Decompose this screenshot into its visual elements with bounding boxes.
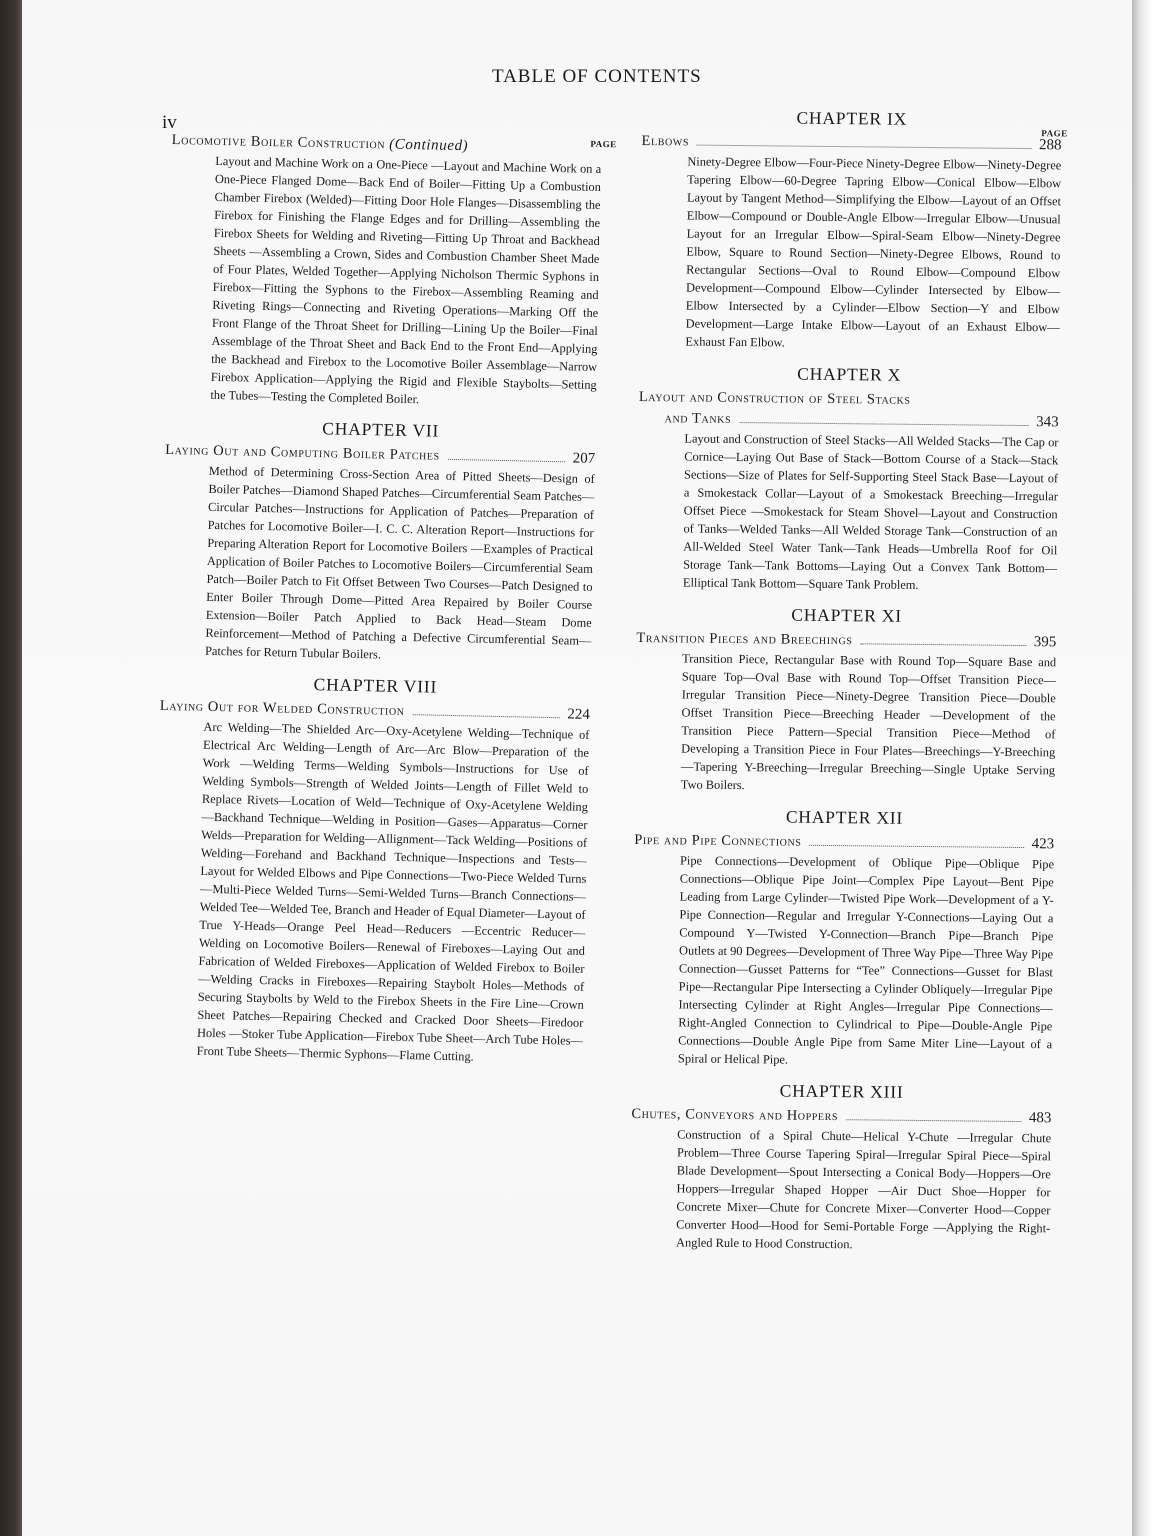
continued-label: (Continued) (388, 136, 469, 155)
entry-title-text: Transition Pieces and Breechings (636, 629, 853, 649)
toc-entry-description: Arc Welding—The Shielded Arc—Oxy-Acetylene Welding—Technique of Electrical Arc Welding—Length of Arc—Arc Blow—Preparation of the Work —Welding Terms—Welding Symbols—Instructions for Use of Welding Symbols—Strength of Welded Joints—Length of Fillet Weld to Replace Rivets—Location of Weld—Technique of Oxy-Acetylene Welding—Backhand Technique—Welding in Position—Gases—Apparatus—Corner Welds—Preparation for Welding—Allignment—Tack Welding—Positions of Welding—Forehand and Backhand Technique—Inspections and Tests—Layout for Welded Elbows and Pipe Connections—Two-Piece Welded Turns—Multi-Piece Welded Turns—Semi-Welded Turns—Branch Connections—Welded Tee—Welded Tee, Branch and Header of Equal Diameter—Layout of True Y-Heads—Orange Peel Head—Reducers —Eccentric Reducer—Welding on Locomotive Boilers—Renewal of Fireboxes—Laying Out and Fabrication of Welded Fireboxes—Application of Welded Firebox to Boiler—Welding Cracks in Fireboxes—Repairing Staybolt Holes—Methods of Securing Staybolts by Weld to the Firebox Sheets in the Fire Line—Crown Sheet Patches—Repairing Checked and Cracked Door Sheets—Firedoor Holes —Stoker Tube Application—Firebox Tube Sheet—Arch Tube Holes—Front Tube Sheets—Thermic Syphons—Flame Cutting. (196, 719, 590, 1064)
toc-entry-description: Construction of a Spiral Chute—Helical Y-Chute —Irregular Chute Problem—Three Course Tapering Spiral—Irregular Spiral Piece—Spiral Blade Development—Spout Intersecting a Conical Body—Hoppers—Ore Hoppers—Irregular Shaped Hopper —Air Duct Shoe—Hopper for Concrete Mixer—Chute for Concrete Mixer—Converter Hood—Copper Converter Hood—Hood for Semi-Portable Forge —Applying the Right-Angled Rule to Hood Construction. (675, 1127, 1052, 1252)
toc-entry-description: Ninety-Degree Elbow—Four-Piece Ninety-Degree Elbow—Ninety-Degree Tapering Elbow—60-Degree Tapring Elbow—Conical Elbow—Elbow Layout by Tangent Method—Simplifying the Elbow—Layout of an Offset Elbow—Compound or Double-Angle Elbow—Irregular Elbow—Unusual Layout for an Irregular Elbow—Spiral-Seam Elbow—Ninety-Degree Elbow, Square to Round Section—Ninety-Degree Elbows, Round to Rectangular Sections—Oval to Round Elbow—Compound Elbow Development—Compound Elbow—Cylinder Intersected by Elbow—Elbow Intersected by a Cylinder—Elbow Section—Y and Elbow Development—Large Intake Elbow—Layout of an Exhaust Elbow—Exhaust Fan Elbow. (685, 154, 1062, 350)
entry-title-text: Pipe and Pipe Connections (634, 831, 802, 850)
toc-entry-title (634, 832, 1054, 853)
page-ref: 288 (1038, 137, 1062, 154)
page-column-label: PAGE (1041, 128, 1068, 139)
entry-title-text: Laying Out and Computing Boiler Patches (165, 441, 440, 464)
toc-entry-title (636, 630, 1056, 651)
book-cover-edge-left (0, 0, 22, 1536)
dot-leader (739, 422, 1028, 426)
toc-entry-title (641, 133, 1061, 154)
dot-leader (860, 643, 1025, 646)
right-column (630, 100, 1068, 1259)
running-title: TABLE OF CONTENTS (492, 66, 702, 87)
entry-title-text: Laying Out for Welded Construction (159, 697, 405, 719)
toc-entry-description: Pipe Connections—Development of Oblique Pipe—Oblique Pipe Connections—Oblique Pipe Joint—Complex Pipe Layout—Bent Pipe Leading from Large Cylinder—Twisted Pipe Work—Development of a Y-Pipe Connection—Regular and Irregular Y-Connections—Laying Out a Compound Y—Twisted Y-Connection—Branch Pipe—Branch Pipe Outlets at 90 Degrees—Development of Three Way Pipe—Three Way Pipe Connection—Gusset Patterns for “Tee” Connections—Gusset for Blast Pipe—Rectangular Pipe Intersecting a Cylinder Obliquely—Irregular Pipe Intersecting Cylinder at Right Angles—Irregular Pipe Connections—Right-Angled Connection to Cylindrical to Pipe—Double-Angle Pipe Connections—Double Angle Pipe from Same Miter Line—Layout of a Spiral or Helical Pipe. (677, 853, 1055, 1067)
page-ref: 423 (1031, 836, 1055, 853)
entry-title-text: Chutes, Conveyors and Hoppers (631, 1105, 839, 1125)
toc-entry-description: Method of Determining Cross-Section Area of Pitted Sheets—Design of Boiler Patches—Diamond Shaped Patches—Circumferential Seam Patches—Circular Patches—Instructions for Application of Patches—Preparation of Patches for Locomotive Boiler—I. C. C. Alteration Report—Instructions for Preparing Alteration Report for Locomotive Boilers —Examples of Practical Application of Boiler Patches to Locomotive Boilers—Circumferential Seam Patch—Boiler Patch to Fit Offset Between Two Courses—Patch Designed to Enter Boiler Through Dome—Pitted Area Repaired by Boiler Course Extension—Boiler Patch Applied to Back Head—Steam Dome Reinforcement—Method of Patching a Defective Circumferential Seam—Patches for Return Tubular Boilers. (204, 463, 595, 662)
toc-entry-description: Transition Piece, Rectangular Base with Round Top—Square Base and Square Top—Oval Base with Round Top—Offset Transition Piece—Irregular Transition Piece—Ninety-Degree Transition Piece—Double Offset Transition Piece—Breeching Header —Development of the Transition Piece Pattern—Special Transition Piece—Method of Developing a Transition Piece in Four Plates—Breechings—Y-Breeching—Tapering Y-Breeching—Irregular Breeching—Single Uptake Serving Two Boilers. (680, 651, 1057, 793)
dot-leader (412, 714, 559, 718)
dot-leader (809, 845, 1023, 848)
chapter-heading: CHAPTER XI (791, 604, 902, 626)
chapter-heading: CHAPTER VII (322, 418, 440, 441)
left-column (152, 128, 617, 1072)
entry-title-line-1: Layout and Construction of Steel Stacks (638, 388, 911, 408)
page-number: iv (162, 112, 177, 133)
page-ref: 207 (572, 450, 596, 467)
toc-entry-title (631, 1106, 1051, 1127)
chapter-heading: CHAPTER XII (785, 806, 904, 828)
entry-title-text: Locomotive Boiler Construction (171, 131, 386, 153)
chapter-heading: CHAPTER IX (796, 107, 908, 129)
page-ref: 224 (567, 706, 590, 723)
page-ref: 483 (1028, 1110, 1052, 1127)
page-column-label: PAGE (590, 138, 617, 150)
page-ref: 343 (1036, 414, 1059, 431)
dot-leader (697, 145, 1031, 149)
entry-title-text: Elbows (641, 132, 690, 150)
chapter-heading: CHAPTER X (797, 363, 902, 385)
toc-entry-description: Layout and Construction of Steel Stacks—All Welded Stacks—The Cap or Cornice—Laying Out Base of Stack—Bottom Course of a Stack—Stack Sections—Size of Plates for Self-Supporting Steel Stack Base—Layout of a Smokestack Collar—Layout of a Smokestack Breeching—Irregular Offset Piece —Smokestack for Steam Shovel—Layout and Construction of Tanks—Welded Tanks—All Welded Storage Tank—Construction of an All-Welded Steel Water Tank—Tank Heads—Umbrella Roof for Oil Storage Tank—Tank Bottoms—Laying Out a Convex Tank Bottom—Elliptical Tank Bottom—Square Tank Problem. (682, 431, 1059, 592)
chapter-heading: CHAPTER XIII (779, 1080, 904, 1102)
dot-leader (846, 1119, 1021, 1122)
toc-entry-description: Layout and Machine Work on a One-Piece —Layout and Machine Work on a One-Piece Flanged Dome—Back End of Boiler—Fitting Up a Combustion Chamber Firebox (Welded)—Fitting Door Hole Flanges—Disassembling the Firebox for Finishing the Flange Edges and for Drilling—Assembling the Firebox Sheets for Welding and Riveting—Fitting Up Throat and Backhead Sheets —Assembling a Crown, Sides and Combustion Chamber Sheet Made of Four Plates, Welded Together—Applying Nicholson Thermic Syphons in Firebox—Fitting the Syphons to the Firebox—Assembling Reaming and Riveting Rings—Connecting and Riveting Operations—Marking Off the Front Flange of the Throat Sheet for Drilling—Lining Up the Boiler—Final Assemblage of the Throat Sheet and Back End to the Front End—Applying the Backhead and Firebox to the Locomotive Boiler Assemblage—Narrow Firebox Application—Applying the Rigid and Flexible Staybolts—Setting the Tubes—Testing the Completed Boiler. (210, 153, 602, 407)
book-page (22, 0, 1132, 1536)
entry-title-text: and Tanks (664, 410, 732, 427)
toc-entry-title (639, 410, 1059, 431)
dot-leader (448, 459, 565, 462)
page-ref: 395 (1033, 634, 1057, 651)
chapter-heading: CHAPTER VIII (313, 674, 438, 697)
book-cover-edge-right (1132, 0, 1152, 1536)
